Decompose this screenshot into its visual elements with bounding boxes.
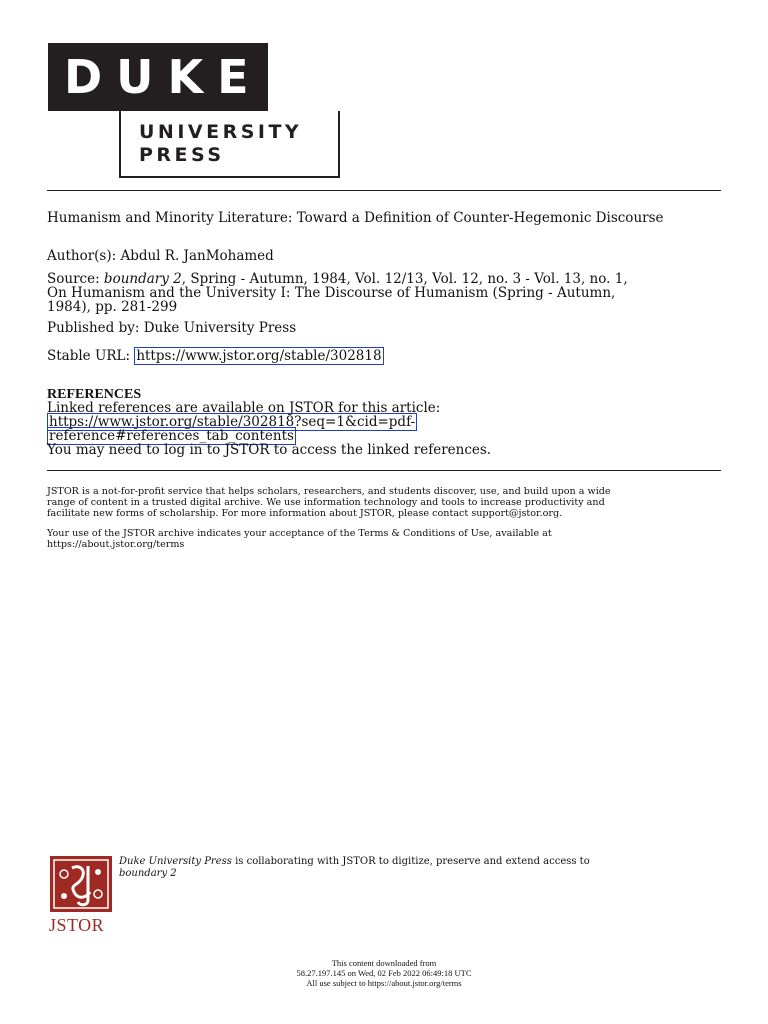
collab-line-2 [119, 868, 739, 880]
download-footer [0, 958, 768, 988]
authors-label: Author(s): [47, 248, 121, 264]
references-note: You may need to log in to JSTOR to access the linked references. [47, 442, 492, 458]
terms-line-2: https://about.jstor.org/terms [47, 539, 185, 550]
references-link[interactable] [47, 415, 727, 443]
university-press-logo-box [119, 111, 340, 178]
notice-line-3: facilitate new forms of scholarship. For more information about JSTOR, please contact support@jstor.org. [47, 508, 563, 519]
article-authors [47, 249, 274, 263]
jstor-notice [47, 486, 737, 519]
footer-line-1: This content downloaded from [331, 958, 437, 968]
authors-value: Abdul R. JanMohamed [120, 248, 274, 264]
references-link-line-2[interactable]: reference#references_tab_contents [49, 428, 294, 444]
terms-notice [47, 528, 737, 550]
collab-publisher: Duke University Press [119, 856, 232, 867]
source-line-1-rest: , Spring - Autumn, 1984, Vol. 12/13, Vol. 12, no. 3 - Vol. 13, no. 1, [181, 271, 628, 287]
source-label: Source: [47, 271, 104, 287]
source-journal: boundary 2 [103, 271, 182, 287]
article-source [47, 272, 727, 314]
jstor-logo-icon [50, 856, 112, 912]
references-intro: Linked references are available on JSTOR for this article: [47, 400, 441, 416]
source-line-1 [47, 272, 727, 286]
collab-statement [119, 856, 739, 880]
logo-press-text: PRESS [139, 144, 225, 166]
collab-text: is collaborating with JSTOR to digitize, preserve and extend access to [231, 856, 590, 867]
footer-line-2: 58.27.197.145 on Wed, 02 Feb 2022 06:49:18 UTC [296, 968, 472, 978]
stable-url-link[interactable]: https://www.jstor.org/stable/302818 [136, 348, 382, 364]
article-publisher [47, 321, 296, 335]
jstor-logo-text: JSTOR [49, 915, 105, 935]
top-divider [47, 190, 721, 191]
references-block [47, 401, 727, 457]
collab-line-1 [119, 856, 739, 868]
logo-university-text: UNIVERSITY [139, 121, 303, 143]
publisher-value: Duke University Press [143, 320, 297, 336]
source-line-2: On Humanism and the University I: The Discourse of Humanism (Spring - Autumn, [47, 285, 616, 301]
notice-line-2: range of content in a trusted digital archive. We use information technology and tools to increase productivity and [47, 497, 605, 508]
stable-url-row [47, 349, 384, 363]
stable-url-label: Stable URL: [47, 348, 135, 364]
notice-line-1: JSTOR is a not-for-profit service that helps scholars, researchers, and students discover, use, and build upon a wide [47, 486, 611, 497]
references-link-line-1[interactable]: https://www.jstor.org/stable/302818?seq=1&cid=pdf- [49, 414, 416, 430]
published-label: Published by: [47, 320, 144, 336]
terms-line-1: Your use of the JSTOR archive indicates your acceptance of the Terms & Conditions of Use, available at [47, 528, 552, 539]
duke-logo-word: DUKE [48, 43, 268, 111]
collab-journal: boundary 2 [119, 868, 177, 879]
middle-divider [47, 470, 721, 471]
article-title: Humanism and Minority Literature: Toward a Definition of Counter-Hegemonic Discourse [47, 210, 664, 226]
references-heading: REFERENCES [47, 387, 142, 402]
footer-line-3: All use subject to https://about.jstor.org/terms [306, 978, 462, 988]
source-line-3: 1984), pp. 281-299 [47, 299, 178, 315]
jstor-ornament-icon [50, 856, 112, 912]
